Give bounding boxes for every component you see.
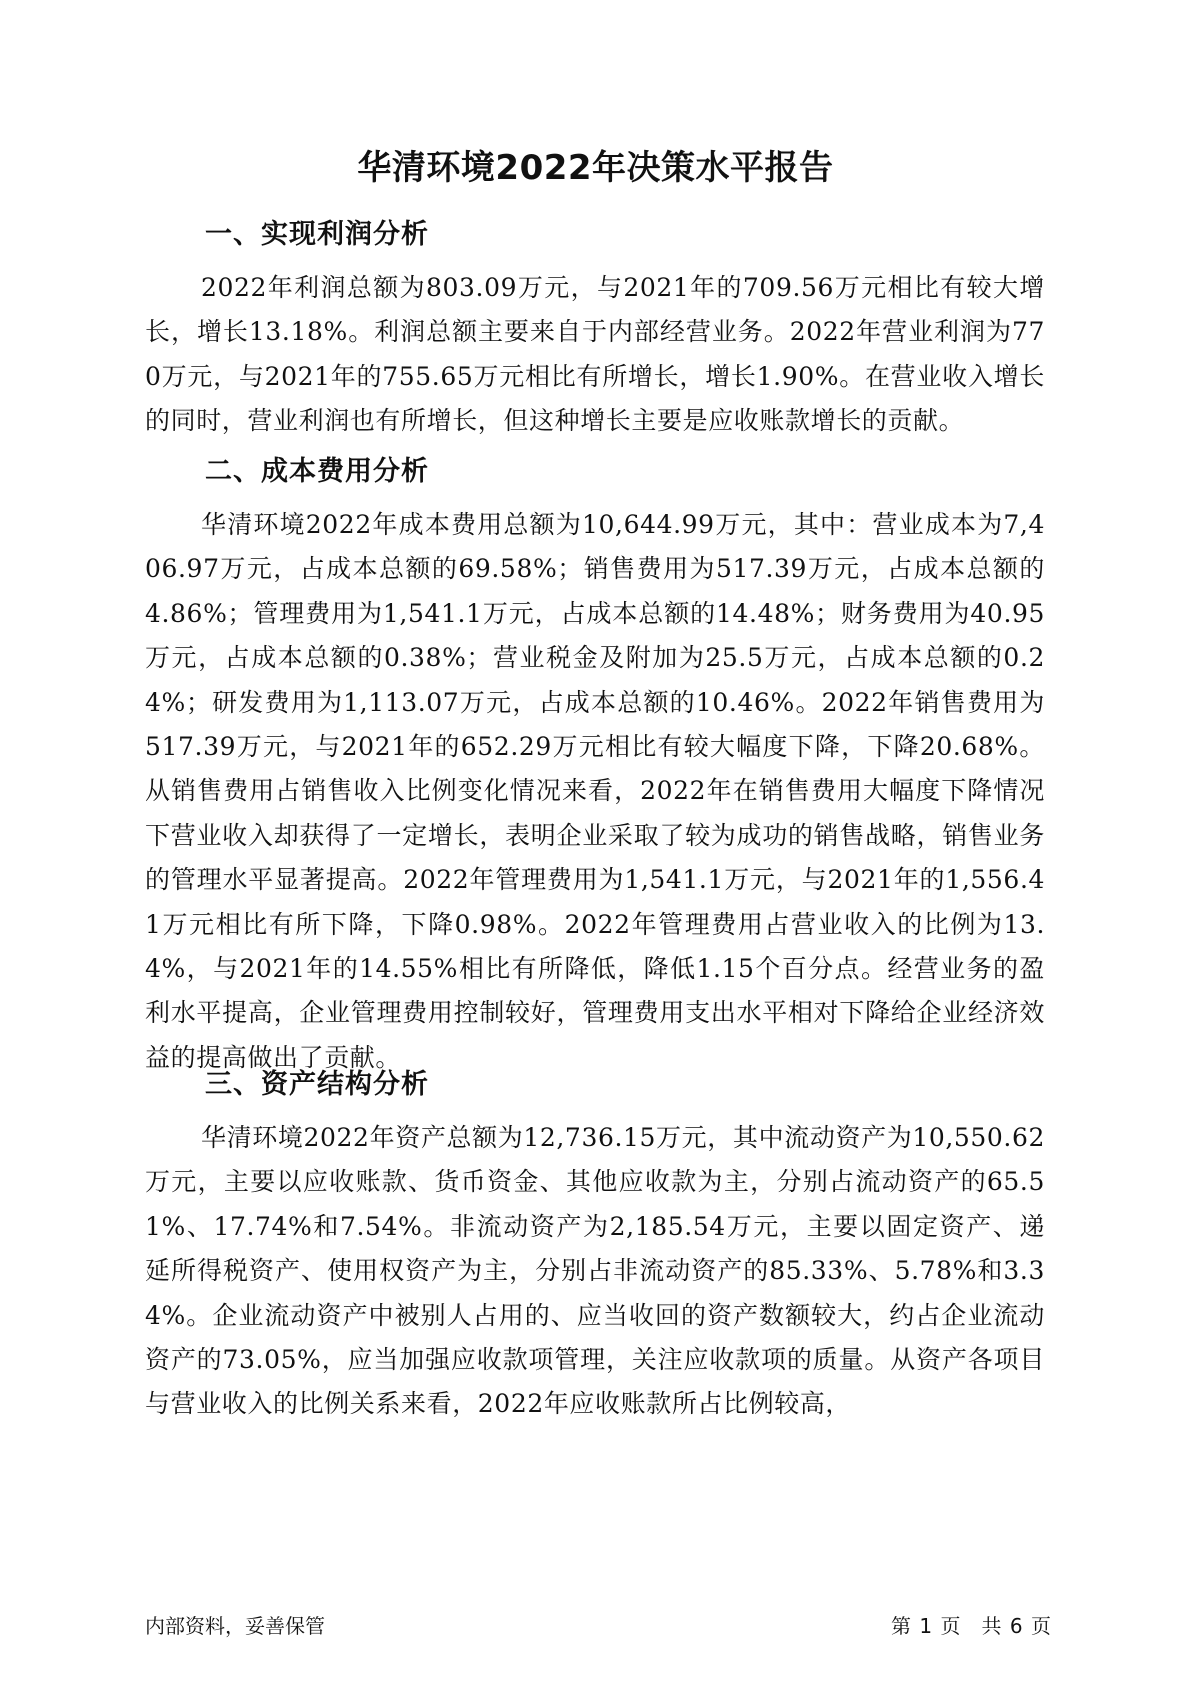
section-body-profit: 2022年利润总额为803.09万元，与2021年的709.56万元相比有较大增长，增长13.18%。利润总额主要来自于内部经营业务。2022年营业利润为770万元，与2021年的755.65万元相比有所增长，增长1.90%。在营业收入增长的同时，营业利润也有所增长，但这种增长主要是应收账款增长的贡献。	[145, 273, 1045, 436]
section-heading-assets: 三、资产结构分析	[205, 1069, 429, 1100]
section-body-cost: 华清环境2022年成本费用总额为10,644.99万元，其中：营业成本为7,406.97万元，占成本总额的69.58%；销售费用为517.39万元，占成本总额的4.86%；管理费用为1,541.1万元，占成本总额的14.48%；财务费用为40.95万元，占成本总额的0.38%；营业税金及附加为25.5万元，占成本总额的0.24%；研发费用为1,113.07万元，占成本总额的10.46%。2022年销售费用为517.39万元，与2021年的652.29万元相比有较大幅度下降，下降20.68%。从销售费用占销售收入比例变化情况来看，2022年在销售费用大幅度下降情况下营业收入却获得了一定增长，表明企业采取了较为成功的销售战略，销售业务的管理水平显著提高。2022年管理费用为1,541.1万元，与2021年的1,556.41万元相比有所下降，下降0.98%。2022年管理费用占营业收入的比例为13.4%，与2021年的14.55%相比有所降低，降低1.15个百分点。经营业务的盈利水平提高，企业管理费用控制较好，管理费用支出水平相对下降给企业经济效益的提高做出了贡献。	[145, 510, 1045, 1072]
document-title: 华清环境2022年决策水平报告	[357, 148, 834, 188]
total-prefix: 共	[981, 1614, 1002, 1638]
section-body-assets: 华清环境2022年资产总额为12,736.15万元，其中流动资产为10,550.62万元，主要以应收账款、货币资金、其他应收款为主，分别占流动资产的65.51%、17.74%和7.54%。非流动资产为2,185.54万元，主要以固定资产、递延所得税资产、使用权资产为主，分别占非流动资产的85.33%、5.78%和3.34%。企业流动资产中被别人占用的、应当收回的资产数额较大，约占企业流动资产的73.05%，应当加强应收款项管理，关注应收款项的质量。从资产各项目与营业收入的比例关系来看，2022年应收账款所占比例较高，	[145, 1123, 1045, 1419]
footer-page-number	[890, 1610, 1052, 1639]
total-unit: 页	[1030, 1614, 1051, 1638]
section-heading-cost: 二、成本费用分析	[205, 456, 429, 487]
page-unit: 页	[940, 1614, 961, 1638]
section-heading-profit: 一、实现利润分析	[205, 219, 429, 250]
footer-confidential-note: 内部资料，妥善保管	[145, 1614, 325, 1638]
page-prefix: 第	[891, 1614, 911, 1638]
page-current: 1	[919, 1614, 933, 1638]
page-total: 6	[1009, 1614, 1023, 1638]
